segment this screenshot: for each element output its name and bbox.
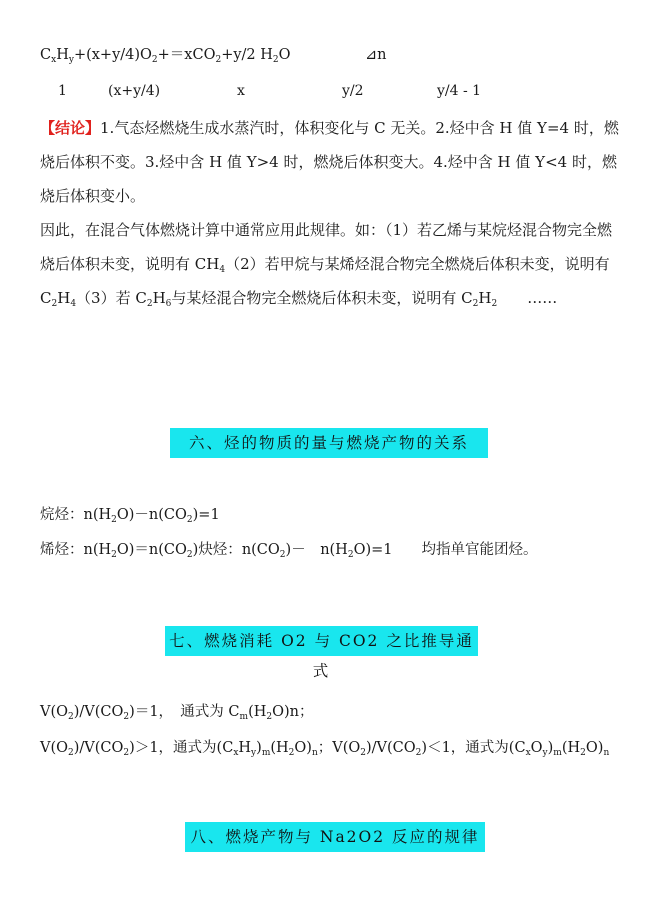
- coefficient-row: [0, 80, 650, 102]
- conclusion-tag: 【结论】: [40, 119, 101, 137]
- section-heading-8: 八、燃烧产物与 Na2O2 反应的规律: [185, 822, 485, 852]
- ellipsis: ……: [527, 289, 558, 307]
- coefficient: x: [237, 83, 245, 99]
- general-formula-label: 通式为: [465, 740, 509, 756]
- section-heading-6: 六、烃的物质的量与燃烧产物的关系: [170, 428, 488, 458]
- general-formula-label: 通式为: [180, 704, 224, 720]
- coefficient: (x+y/4): [108, 83, 161, 99]
- alkane-relation: 烷烃：$n(H_2O)-n(CO_2)=1$: [40, 507, 220, 525]
- coefficient: 1: [58, 83, 67, 99]
- conclusion-text: 1.气态烃燃烧生成水蒸汽时，体积变化与 C 无关。2.烃中含 H 值 Y=4 时，燃烧后体积不变。3.烃中含 H 值 Y>4 时，燃烧后体积变大。4.烃中含 H 值 Y<4 时，燃烧后体积变小。: [40, 119, 619, 205]
- coefficient: y/2: [342, 83, 364, 99]
- relation-note: 均指单官能团烃。: [421, 542, 538, 558]
- ratio-equal-formula: $V(O_2)/V(CO_2)=1$， 通式为 $C_m(H_2O)n$；: [40, 704, 314, 722]
- alkyne-label: 炔烃：: [198, 542, 242, 558]
- application-text: 因此，在混合气体燃烧计算中通常应用此规律。如：（1）若乙烯与某烷烃混合物完全燃烧后体积未变，说明有 CH: [40, 221, 613, 273]
- combustion-equation: $C_xH_y+(x+y/4)O_2+=xCO_2+y/2$ $H_2O$ ⊿n: [40, 44, 291, 66]
- general-formula-label: 通式为: [173, 740, 217, 756]
- section-heading-7: 七、燃烧消耗 O2 与 CO2 之比推导通式: [165, 626, 478, 656]
- alkene-label: 烯烃：: [40, 542, 84, 558]
- alkene-alkyne-relation: 烯烃：$n(H_2O)=n(CO_2)$炔烃：$n(CO_2)-$ $n(H_2O)=1$ 均指单官能团烃。: [40, 542, 538, 560]
- ratio-compare-formula: $V(O_2)/V(CO_2)>1$，通式为$(C_xH_y)_m(H_2O)_n$；$V(O_2)/V(CO_2)<1$，通式为$(C_xO_y)_m(H_2O)_n$: [40, 740, 610, 758]
- alkane-label: 烷烃：: [40, 507, 84, 523]
- conclusion-paragraph: [40, 111, 620, 213]
- application-text: 与某烃混合物完全燃烧后体积未变，说明有 C: [171, 289, 473, 307]
- coefficient: y/4 - 1: [437, 83, 482, 99]
- application-text: （3）若 C: [76, 289, 147, 307]
- application-text: （2）若甲烷与某烯烃混合物完全燃烧后体积未变，说明有 C: [40, 255, 610, 307]
- delta-n-label: ⊿n: [365, 47, 387, 63]
- application-paragraph: 因此，在混合气体燃烧计算中通常应用此规律。如：（1）若乙烯与某烷烃混合物完全燃烧后体积未变，说明有 $CH_4(2)$若甲烷与某烯烃混合物完全燃烧后体积未变，说明有 $C_2H_4(3)$若 $C_2H_6$与某烃混合物完全燃烧后体积未变，说明有 $C_2H_2$ ……: [40, 221, 613, 309]
